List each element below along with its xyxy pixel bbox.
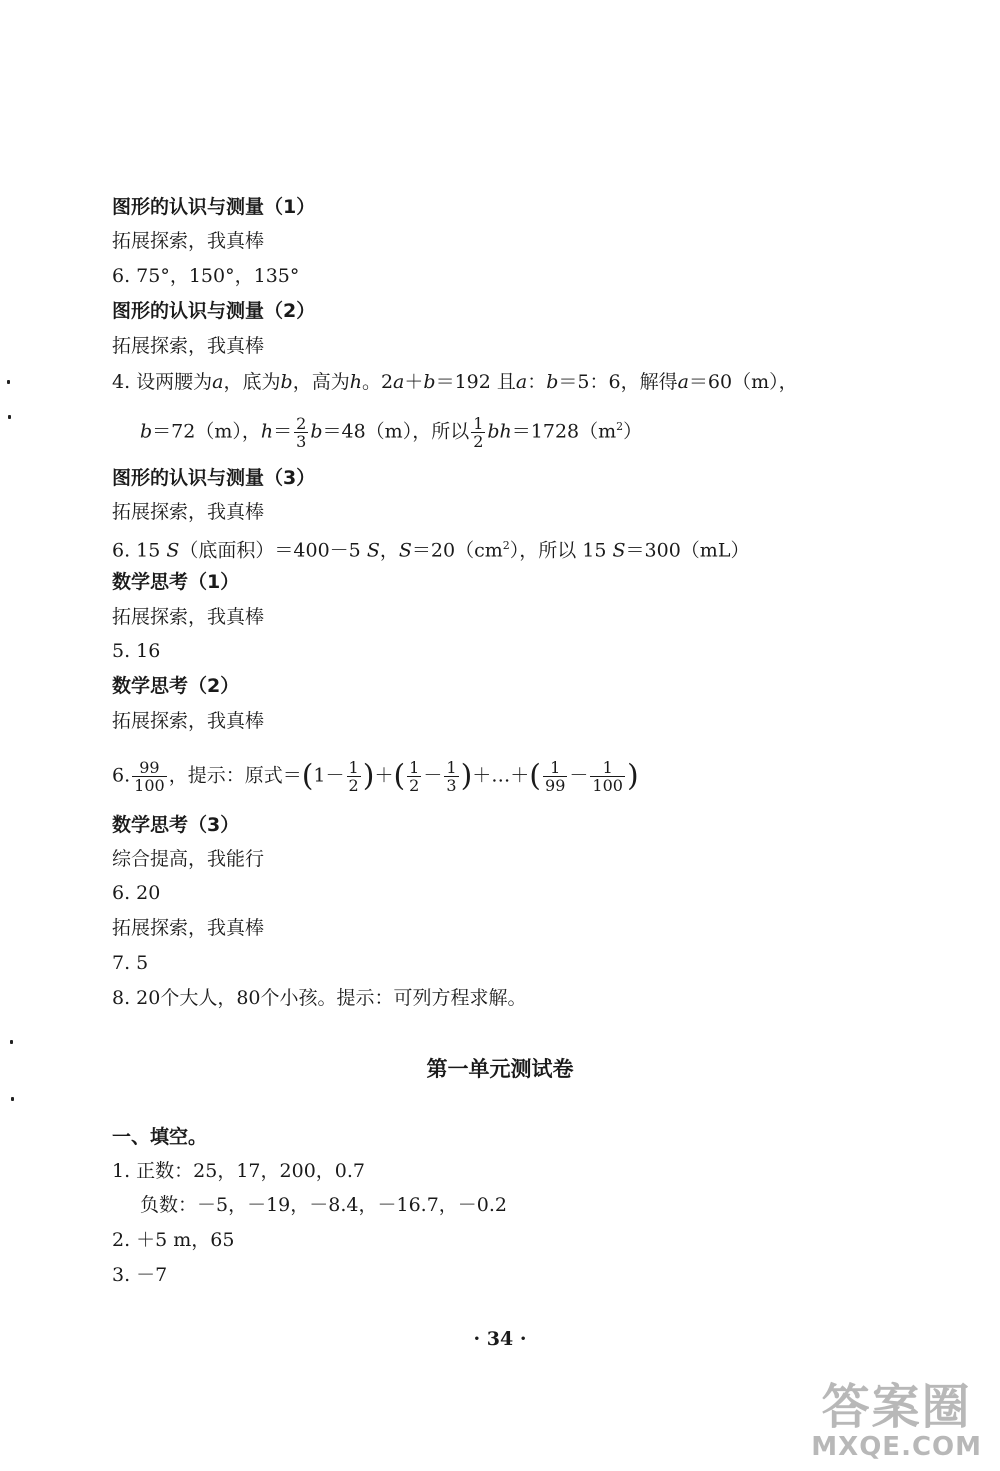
answer-line-fractions: 6. $\frac{99}{100}$ ，提示：原式＝(1－ $\frac{1}{2}$ )＋( $\frac{1}{2}$ － $\frac{1}{3}$ )＋…＋( $\frac{1}{99}$ － $\frac{1}{100}$ ) (112, 758, 639, 795)
answer-line-continued: 负数：－5，－19，－8.4，－16.7，－0.2 (140, 1194, 508, 1216)
answer-line: 6. 75°，150°，135° (112, 265, 300, 287)
page-number: · 34 · (473, 1328, 527, 1350)
heading-math-think-1: 数学思考（1） (112, 571, 240, 593)
answer-line: 6. 15 S（底面积）＝400－5 S，$S=20(cm^2)$，所以 15 S＝300（mL） (112, 539, 750, 562)
subheading: 拓展探索，我真棒 (112, 606, 265, 628)
scan-speck (7, 380, 10, 384)
answer-line: 3. －7 (112, 1264, 168, 1286)
fraction: $\frac{2}{3}$ (296, 413, 307, 451)
subheading: 拓展探索，我真棒 (112, 230, 265, 252)
subheading: 拓展探索，我真棒 (112, 335, 265, 357)
answer-line: 5. 16 (112, 640, 161, 662)
answer-line: 4. 设两腰为a，底为b，高为h。2a＋b＝192 且a：b＝5：6，解得a＝60（m）， (112, 371, 798, 393)
heading-shape-measure-1: 图形的认识与测量（1） (112, 196, 316, 218)
answer-line-continued: b＝72（m），h＝ $\frac{2}{3}$ b＝48（m），所以 $\frac{1}{2}$ $bh=1728(m^2)$ (140, 413, 643, 451)
subheading: 综合提高，我能行 (112, 848, 265, 870)
heading-shape-measure-3: 图形的认识与测量（3） (112, 467, 316, 489)
subheading: 拓展探索，我真棒 (112, 710, 265, 732)
answer-line: 1. 正数：25，17，200，0.7 (112, 1160, 366, 1182)
watermark-logo: 答案圈 MXQE.COM (811, 1379, 982, 1462)
subheading: 拓展探索，我真棒 (112, 501, 265, 523)
subheading: 拓展探索，我真棒 (112, 917, 265, 939)
section-title: 第一单元测试卷 (426, 1057, 574, 1081)
answer-line: 6. 20 (112, 882, 161, 904)
heading-math-think-2: 数学思考（2） (112, 675, 240, 697)
scan-speck (10, 1040, 13, 1044)
scan-speck (8, 415, 11, 419)
section-heading: 一、填空。 (112, 1126, 208, 1148)
fraction: $\frac{1}{2}$ (473, 413, 484, 451)
heading-math-think-3: 数学思考（3） (112, 814, 240, 836)
scan-speck (11, 1097, 14, 1101)
answer-line: 7. 5 (112, 952, 149, 974)
heading-shape-measure-2: 图形的认识与测量（2） (112, 300, 316, 322)
answer-line: 8. 20个大人，80个小孩。提示：可列方程求解。 (112, 987, 527, 1009)
answer-line: 2. ＋5 m，65 (112, 1229, 235, 1251)
